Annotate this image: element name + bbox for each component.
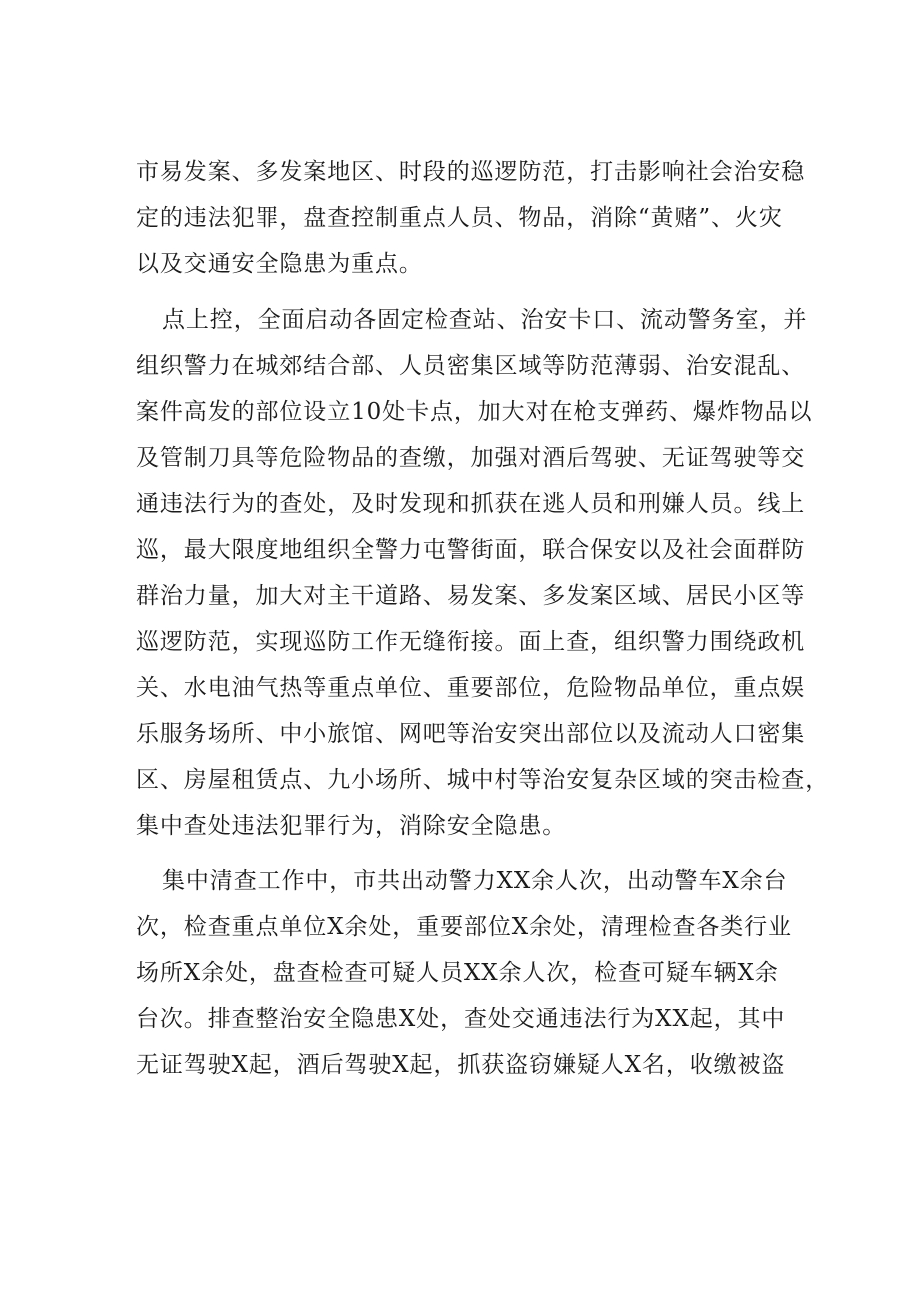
text-line: 案件高发的部位设立10处卡点，加大对在枪支弹药、爆炸物品以 <box>136 399 813 425</box>
paragraph-1 <box>136 149 826 287</box>
text-line: 以及交通安全隐患为重点。 <box>136 251 423 277</box>
text-line: 点上控，全面启动各固定检查站、治安卡口、流动警务室，并 <box>162 307 808 333</box>
text-line: 通违法行为的查处，及时发现和抓获在逃人员和刑嫌人员。线上 <box>136 491 806 517</box>
text-line: 群治力量，加大对主干道路、易发案、多发案区域、居民小区等 <box>136 583 806 609</box>
paragraph-3 <box>136 858 826 1088</box>
text-line: 定的违法犯罪，盘查控制重点人员、物品，消除“黄赌”、火灾 <box>136 205 783 231</box>
text-line: 市易发案、多发案地区、时段的巡逻防范，打击影响社会治安稳 <box>136 159 806 185</box>
paragraph-2 <box>136 297 830 849</box>
text-line: 及管制刀具等危险物品的查缴，加强对酒后驾驶、无证驾驶等交 <box>136 445 806 471</box>
text-line: 集中清查工作中，市共出动警力XX余人次，出动警车X余台 <box>162 868 788 894</box>
text-line: 集中查处违法犯罪行为，消除安全隐患。 <box>136 813 567 839</box>
text-line: 台次。排查整治安全隐患X处，查处交通违法行为XX起，其中 <box>136 1006 786 1032</box>
text-line: 次，检查重点单位X余处，重要部位X余处，清理检查各类行业 <box>136 914 792 940</box>
text-line: 关、水电油气热等重点单位、重要部位，危险物品单位，重点娱 <box>136 675 806 701</box>
text-line: 巡，最大限度地组织全警力屯警街面，联合保安以及社会面群防 <box>136 537 806 563</box>
text-line: 乐服务场所、中小旅馆、网吧等治安突出部位以及流动人口密集 <box>136 721 806 747</box>
text-line: 场所X余处，盘查检查可疑人员XX余人次，检查可疑车辆X余 <box>136 960 779 986</box>
text-line: 区、房屋租赁点、九小场所、城中村等治安复杂区域的突击检查， <box>136 767 830 793</box>
text-line: 无证驾驶X起，酒后驾驶X起，抓获盗窃嫌疑人X名，收缴被盗 <box>136 1052 786 1078</box>
text-line: 组织警力在城郊结合部、人员密集区域等防范薄弱、治安混乱、 <box>136 353 806 379</box>
text-line: 巡逻防范，实现巡防工作无缝衔接。面上查，组织警力围绕政机 <box>136 629 806 655</box>
